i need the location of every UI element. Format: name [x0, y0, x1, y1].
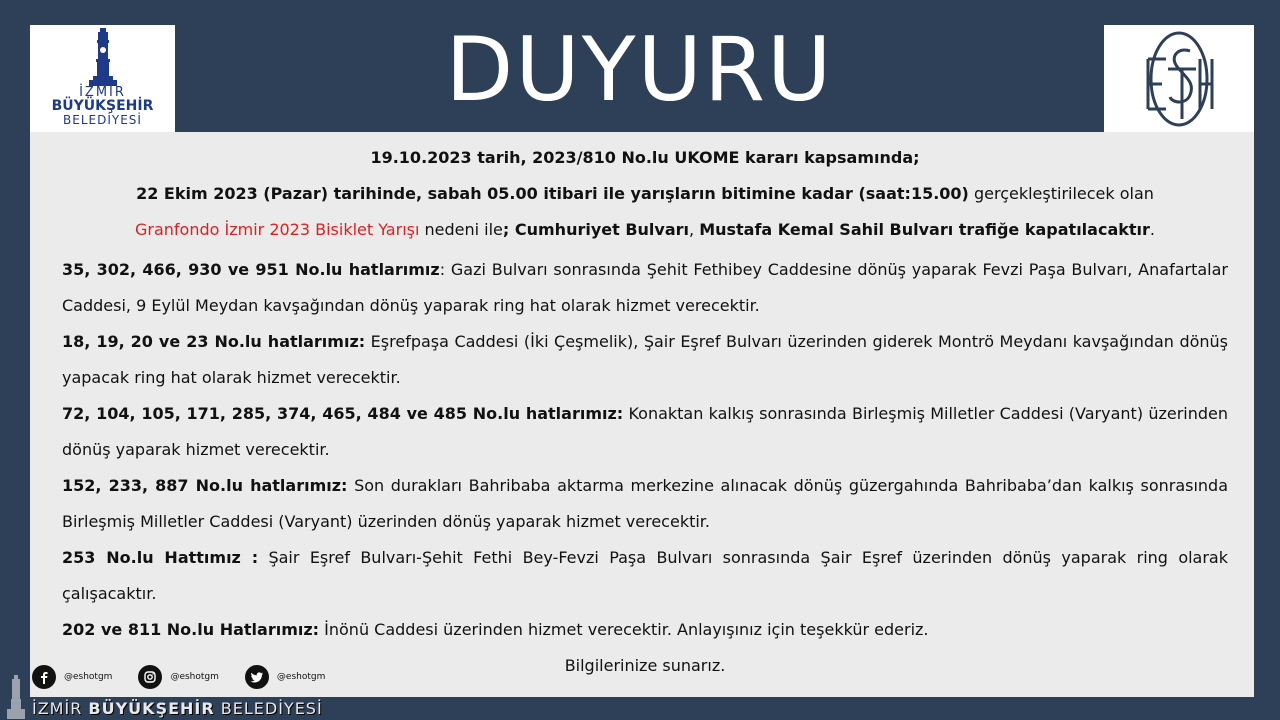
route-paragraph	[62, 252, 1228, 324]
route-lines: 253 No.lu Hattımız :	[62, 548, 259, 567]
route-text: Şair Eşref Bulvarı-Şehit Fethi Bey-Fevzi Paşa Bulvarı sonrasında Şair Eşref üzerinden dönüş yaparak ring olarak çalışacaktır.	[62, 548, 1228, 603]
route-lines: 72, 104, 105, 171, 285, 374, 465, 484 ve 485 No.lu hatlarımız:	[62, 404, 624, 423]
footer-part-izmir: İZMİR	[32, 699, 89, 718]
date-line	[62, 176, 1228, 212]
eshot-logo	[1104, 25, 1254, 132]
announcement-panel	[30, 132, 1254, 697]
route-text: Konaktan kalkış sonrasında Birleşmiş Milletler Caddesi (Varyant) üzerinden dönüş yaparak hizmet verecektir.	[62, 404, 1229, 459]
clock-tower-icon	[4, 675, 28, 719]
facebook-handle[interactable]: @eshotgm	[64, 672, 113, 682]
route-lines: 152, 233, 887 No.lu hatlarımız:	[62, 476, 348, 495]
route-lines: 202 ve 811 No.lu Hatlarımız:	[62, 620, 320, 639]
clock-tower-icon	[85, 28, 121, 86]
footer-bar	[0, 697, 1280, 720]
instagram-handle[interactable]: @eshotgm	[170, 672, 219, 682]
event-mid: nedeni ile	[419, 220, 503, 239]
twitter-handle[interactable]: @eshotgm	[276, 672, 326, 682]
event-line	[62, 212, 1228, 248]
route-paragraph	[62, 540, 1228, 612]
facebook-icon[interactable]	[32, 665, 56, 689]
closing-line: Bilgilerinize sunarız.	[564, 656, 726, 675]
event-name: Granfondo İzmir 2023 Bisiklet Yarışı	[134, 220, 420, 239]
decision-line	[62, 140, 1228, 176]
route-text: : Gazi Bulvarı sonrasında Şehit Fethibey Caddesine dönüş yaparak Fevzi Paşa Bulvarı, Anafartalar Caddesi, 9 Eylül Meydan kavşağından dönüş yaparak ring hat olarak hizmet verecektir.	[62, 260, 1228, 315]
decision-text: 19.10.2023 tarih, 2023/810 No.lu UKOME kararı kapsamında;	[370, 148, 920, 167]
closed-road-1: ; Cumhuriyet Bulvarı	[502, 220, 690, 239]
route-lines: 35, 302, 466, 930 ve 951 No.lu hatlarımız	[62, 260, 440, 279]
route-paragraph	[62, 468, 1228, 540]
page-title: DUYURU	[445, 18, 834, 121]
route-paragraph	[62, 324, 1228, 396]
route-lines: 18, 19, 20 ve 23 No.lu hatlarımız:	[62, 332, 366, 351]
route-paragraph	[62, 612, 1228, 648]
footer-org-name	[32, 697, 323, 720]
route-paragraph	[62, 396, 1228, 468]
logo-line-buyuksehir: BÜYÜKŞEHİR	[51, 98, 154, 114]
footer-part-belediyesi: BELEDİYESİ	[214, 699, 323, 718]
twitter-icon[interactable]	[245, 665, 269, 689]
social-links	[32, 660, 343, 694]
instagram-icon[interactable]	[138, 665, 162, 689]
logo-line-belediyesi: BELEDİYESİ	[63, 113, 142, 127]
announcement-content	[62, 140, 1228, 684]
date-text: 22 Ekim 2023 (Pazar) tarihinde, sabah 05.00 itibari ile yarışların bitimine kadar (saat:15.00)	[136, 184, 969, 203]
route-text: Son durakları Bahribaba aktarma merkezine alınacak dönüş güzergahında Bahribaba’dan kalkış sonrasında Birleşmiş Milletler Caddesi (Varyant) üzerinden dönüş yaparak hizmet verecektir.	[62, 476, 1229, 531]
event-comma: ,	[689, 220, 700, 239]
footer-part-buyuksehir: BÜYÜKŞEHİR	[88, 699, 215, 718]
route-text: Eşrefpaşa Caddesi (İki Çeşmelik), Şair Eşref Bulvarı üzerinden giderek Montrö Meydanı kavşağından dönüş yapacak ring hat olarak hizmet verecektir.	[62, 332, 1229, 387]
eshot-monogram-icon	[1140, 29, 1218, 129]
closed-road-2: Mustafa Kemal Sahil Bulvarı trafiğe kapatılacaktır	[699, 220, 1150, 239]
event-end: .	[1149, 220, 1155, 239]
date-rest: gerçekleştirilecek olan	[968, 184, 1154, 203]
route-text: İnönü Caddesi üzerinden hizmet verecektir. Anlayışınız için teşekkür ederiz.	[319, 620, 929, 639]
izmir-bb-logo	[30, 25, 175, 132]
logo-line-izmir: İZMİR	[79, 85, 126, 100]
